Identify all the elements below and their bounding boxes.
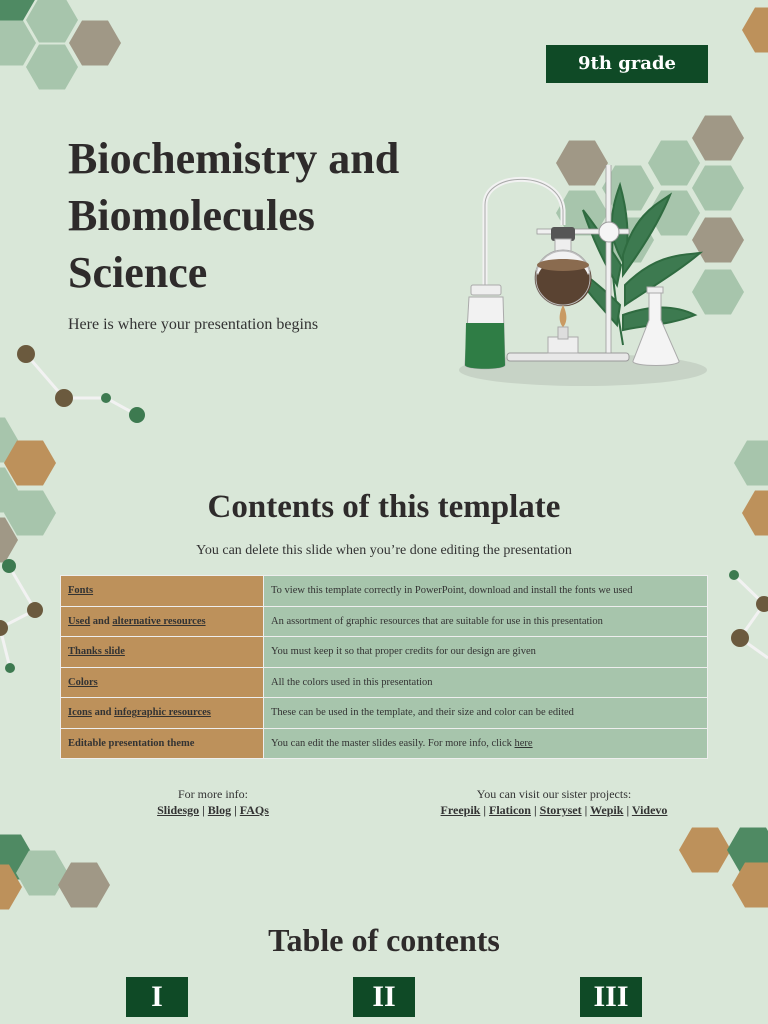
key-connector: and — [91, 707, 115, 719]
colors-link[interactable]: Colors — [68, 676, 98, 688]
value-text: You can edit the master slides easily. For more info, click — [271, 737, 515, 749]
sister-projects-block — [418, 786, 690, 818]
molecule-atoms-left — [0, 559, 43, 673]
icons-link[interactable]: Icons — [68, 707, 92, 719]
slidesgo-link[interactable]: Slidesgo — [157, 803, 200, 817]
more-info-links — [108, 802, 318, 818]
more-info-block — [108, 786, 318, 818]
table-value-cell: An assortment of graphic resources that are suitable for use in this presentation — [264, 606, 708, 637]
table-value-cell: You must keep it so that proper credits for our design are given — [264, 637, 708, 668]
hexagon-top-right — [742, 8, 768, 53]
table-value-cell — [264, 728, 708, 759]
bottle-icon — [465, 285, 505, 369]
here-link[interactable]: here — [514, 737, 533, 749]
molecule-atoms-right — [729, 570, 768, 647]
table-key-cell: Editable presentation theme — [61, 728, 264, 759]
burner-icon — [548, 305, 578, 353]
title-line: Science — [68, 248, 208, 297]
table-row — [61, 637, 708, 668]
molecule-icon — [26, 354, 137, 415]
title-line: Biochemistry and — [68, 134, 400, 183]
plant-icon — [573, 185, 700, 345]
freepik-link[interactable]: Freepik — [440, 803, 481, 817]
table-key-cell — [61, 606, 264, 637]
molecule-icon-right — [734, 575, 768, 658]
table-key-cell — [61, 667, 264, 698]
storyset-link[interactable]: Storyset — [539, 803, 582, 817]
table-value-cell: All the colors used in this presentation — [264, 667, 708, 698]
round-flask-icon — [535, 227, 592, 306]
thanks-slide-link[interactable]: Thanks slide — [68, 646, 125, 658]
flaticon-link[interactable]: Flaticon — [488, 803, 531, 817]
blog-link[interactable]: Blog — [207, 803, 232, 817]
wepik-link[interactable]: Wepik — [590, 803, 624, 817]
contents-heading: Contents of this template — [207, 489, 561, 525]
fonts-link[interactable]: Fonts — [68, 585, 94, 597]
table-row — [61, 606, 708, 637]
presentation-title — [68, 130, 448, 301]
infographic-resources-link[interactable]: infographic resources — [114, 707, 211, 719]
toc-heading: Table of contents — [268, 922, 500, 958]
alternative-resources-link[interactable]: alternative resources — [112, 615, 206, 627]
section-number-2: II — [353, 977, 415, 1017]
table-value-cell: These can be used in the template, and their size and color can be edited — [264, 698, 708, 729]
sister-projects-label: You can visit our sister projects: — [476, 787, 632, 801]
hexagon-cluster-top-left — [0, 0, 121, 90]
title-line: Biomolecules — [68, 191, 315, 240]
presentation-subtitle: Here is where your presentation begins — [68, 316, 319, 333]
link-separator: | — [199, 803, 208, 817]
hexagon-cluster-bottom-left — [0, 835, 110, 910]
link-separator: | — [231, 803, 240, 817]
used-resources-link[interactable]: Used — [68, 615, 91, 627]
molecule-atoms — [17, 345, 145, 423]
link-separator: | — [623, 803, 632, 817]
sister-projects-links — [418, 802, 690, 818]
grade-badge: 9th grade — [546, 45, 708, 83]
table-row — [61, 667, 708, 698]
link-separator: | — [530, 803, 540, 817]
faqs-link[interactable]: FAQs — [239, 803, 269, 817]
table-value-cell: To view this template correctly in PowerPoint, download and install the fonts we used — [264, 576, 708, 607]
more-info-label: For more info: — [178, 787, 248, 801]
section-number-3: III — [580, 977, 642, 1017]
hexagon-cluster-bottom-right — [679, 828, 768, 908]
videvo-link[interactable]: Videvo — [631, 803, 668, 817]
link-separator: | — [581, 803, 591, 817]
table-key-cell — [61, 637, 264, 668]
link-separator: | — [480, 803, 489, 817]
table-row — [61, 698, 708, 729]
table-key-cell — [61, 698, 264, 729]
table-row — [61, 728, 708, 759]
section-number-1: I — [126, 977, 188, 1017]
contents-table — [60, 575, 708, 759]
key-connector: and — [90, 615, 113, 627]
molecule-icon-left — [0, 566, 35, 668]
table-row — [61, 576, 708, 607]
laboratory-illustration — [455, 165, 710, 390]
contents-note: You can delete this slide when you’re done editing the presentation — [196, 543, 572, 558]
table-key-cell — [61, 576, 264, 607]
